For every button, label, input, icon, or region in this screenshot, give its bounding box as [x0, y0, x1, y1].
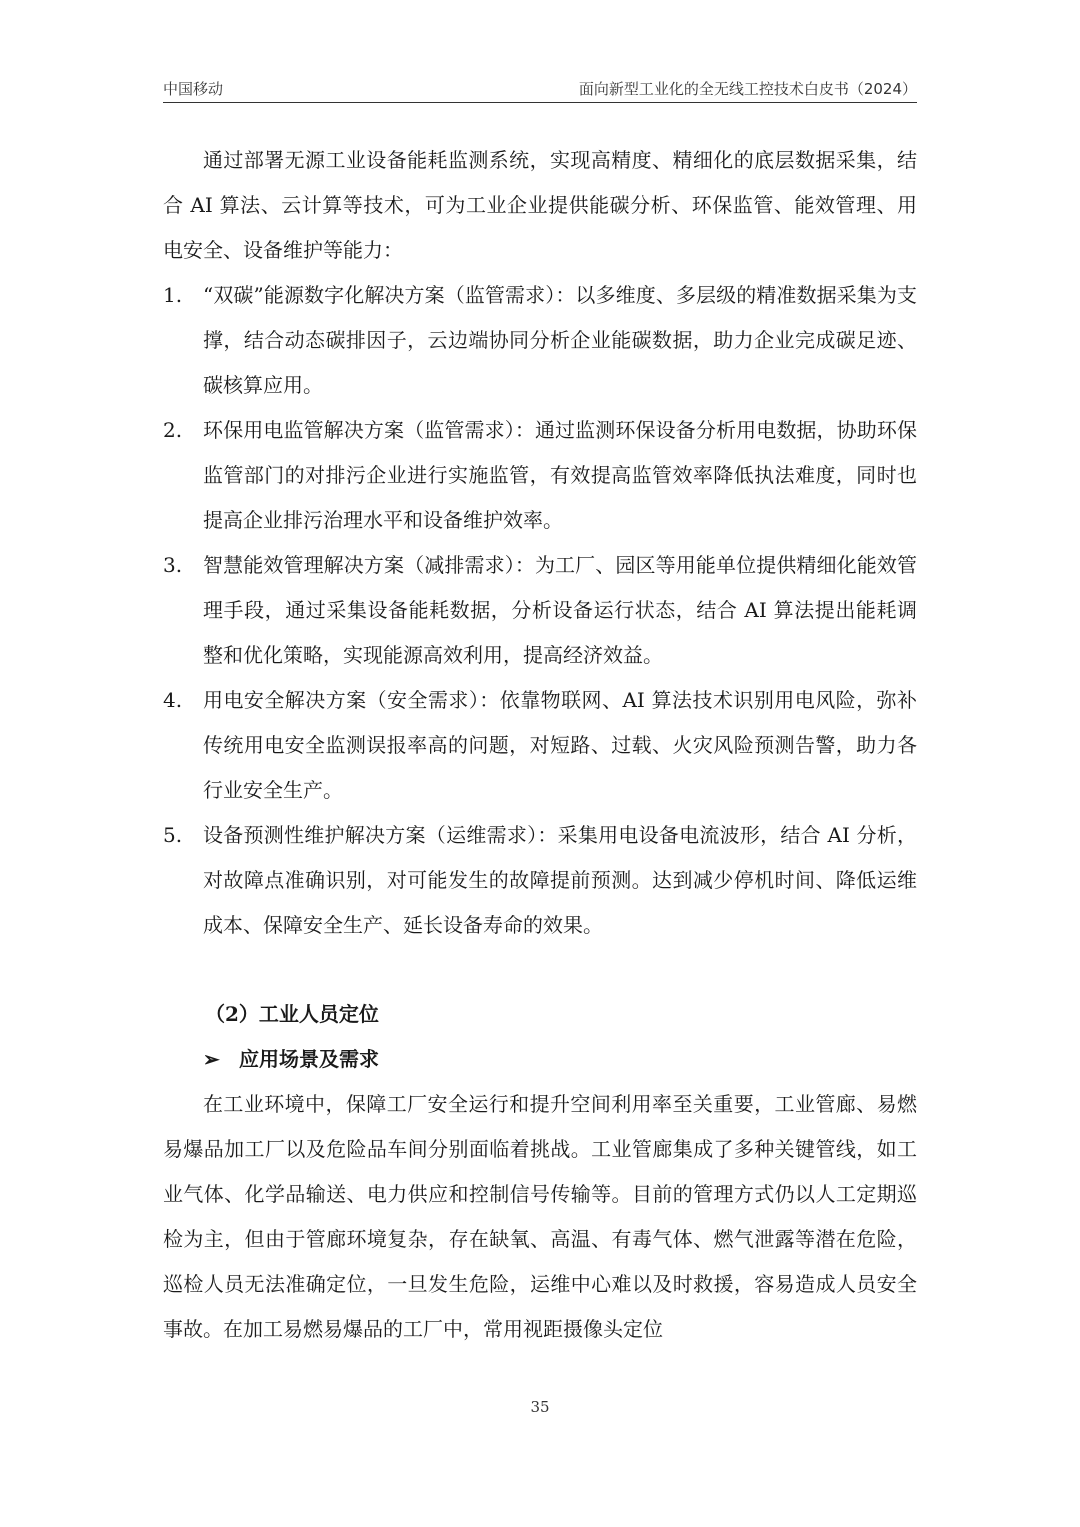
list-item — [163, 678, 917, 813]
list-item-number: 4. — [163, 688, 183, 712]
page-header — [163, 76, 917, 103]
page-content — [163, 138, 917, 1352]
header-document-title: 面向新型工业化的全无线工控技术白皮书（2024） — [578, 80, 917, 98]
arrow-bullet-icon: ➢ — [203, 1047, 220, 1071]
list-item-number: 2. — [163, 418, 183, 442]
section-heading: （2）工业人员定位 — [205, 1002, 379, 1026]
subsection-title: 应用场景及需求 — [239, 1047, 379, 1071]
list-item-text: “双碳”能源数字化解决方案（监管需求）：以多维度、多层级的精准数据采集为支撑，结合动态碳排因子，云边端协同分析企业能碳数据，助力企业完成碳足迹、碳核算应用。 — [203, 283, 917, 397]
list-item-text: 用电安全解决方案（安全需求）：依靠物联网、AI 算法技术识别用电风险，弥补传统用电安全监测误报率高的问题，对短路、过载、火灾风险预测告警，助力各行业安全生产。 — [203, 688, 917, 802]
page-number: 35 — [530, 1398, 550, 1416]
list-item-text: 设备预测性维护解决方案（运维需求）：采集用电设备电流波形，结合 AI 分析，对故障点准确识别，对可能发生的故障提前预测。达到减少停机时间、降低运维成本、保障安全生产、延长设备寿命的效果。 — [203, 823, 917, 937]
intro-paragraph: 通过部署无源工业设备能耗监测系统，实现高精度、精细化的底层数据采集，结合 AI 算法、云计算等技术，可为工业企业提供能碳分析、环保监管、能效管理、用电安全、设备维护等能力： — [163, 148, 917, 262]
list-item — [163, 408, 917, 543]
subsection-heading — [163, 1037, 917, 1082]
list-item-text: 环保用电监管解决方案（监管需求）：通过监测环保设备分析用电数据，协助环保监管部门的对排污企业进行实施监管，有效提高监管效率降低执法难度，同时也提高企业排污治理水平和设备维护效率。 — [203, 418, 917, 532]
list-item-text: 智慧能效管理解决方案（减排需求）：为工厂、园区等用能单位提供精细化能效管理手段，通过采集设备能耗数据，分析设备运行状态，结合 AI 算法提出能耗调整和优化策略，实现能源高效利用，提高经济效益。 — [203, 553, 917, 667]
section-paragraph: 在工业环境中，保障工厂安全运行和提升空间利用率至关重要，工业管廊、易燃易爆品加工厂以及危险品车间分别面临着挑战。工业管廊集成了多种关键管线，如工业气体、化学品输送、电力供应和控制信号传输等。目前的管理方式仍以人工定期巡检为主，但由于管廊环境复杂，存在缺氧、高温、有毒气体、燃气泄露等潜在危险，巡检人员无法准确定位，一旦发生危险，运维中心难以及时救援，容易造成人员安全事故。在加工易燃易爆品的工厂中，常用视距摄像头定位 — [163, 1092, 917, 1341]
list-item — [163, 543, 917, 678]
list-item-number: 3. — [163, 553, 183, 577]
header-organization: 中国移动 — [163, 80, 224, 98]
list-item — [163, 813, 917, 948]
list-item — [163, 273, 917, 408]
list-item-number: 1. — [163, 283, 183, 307]
list-item-number: 5. — [163, 823, 183, 847]
